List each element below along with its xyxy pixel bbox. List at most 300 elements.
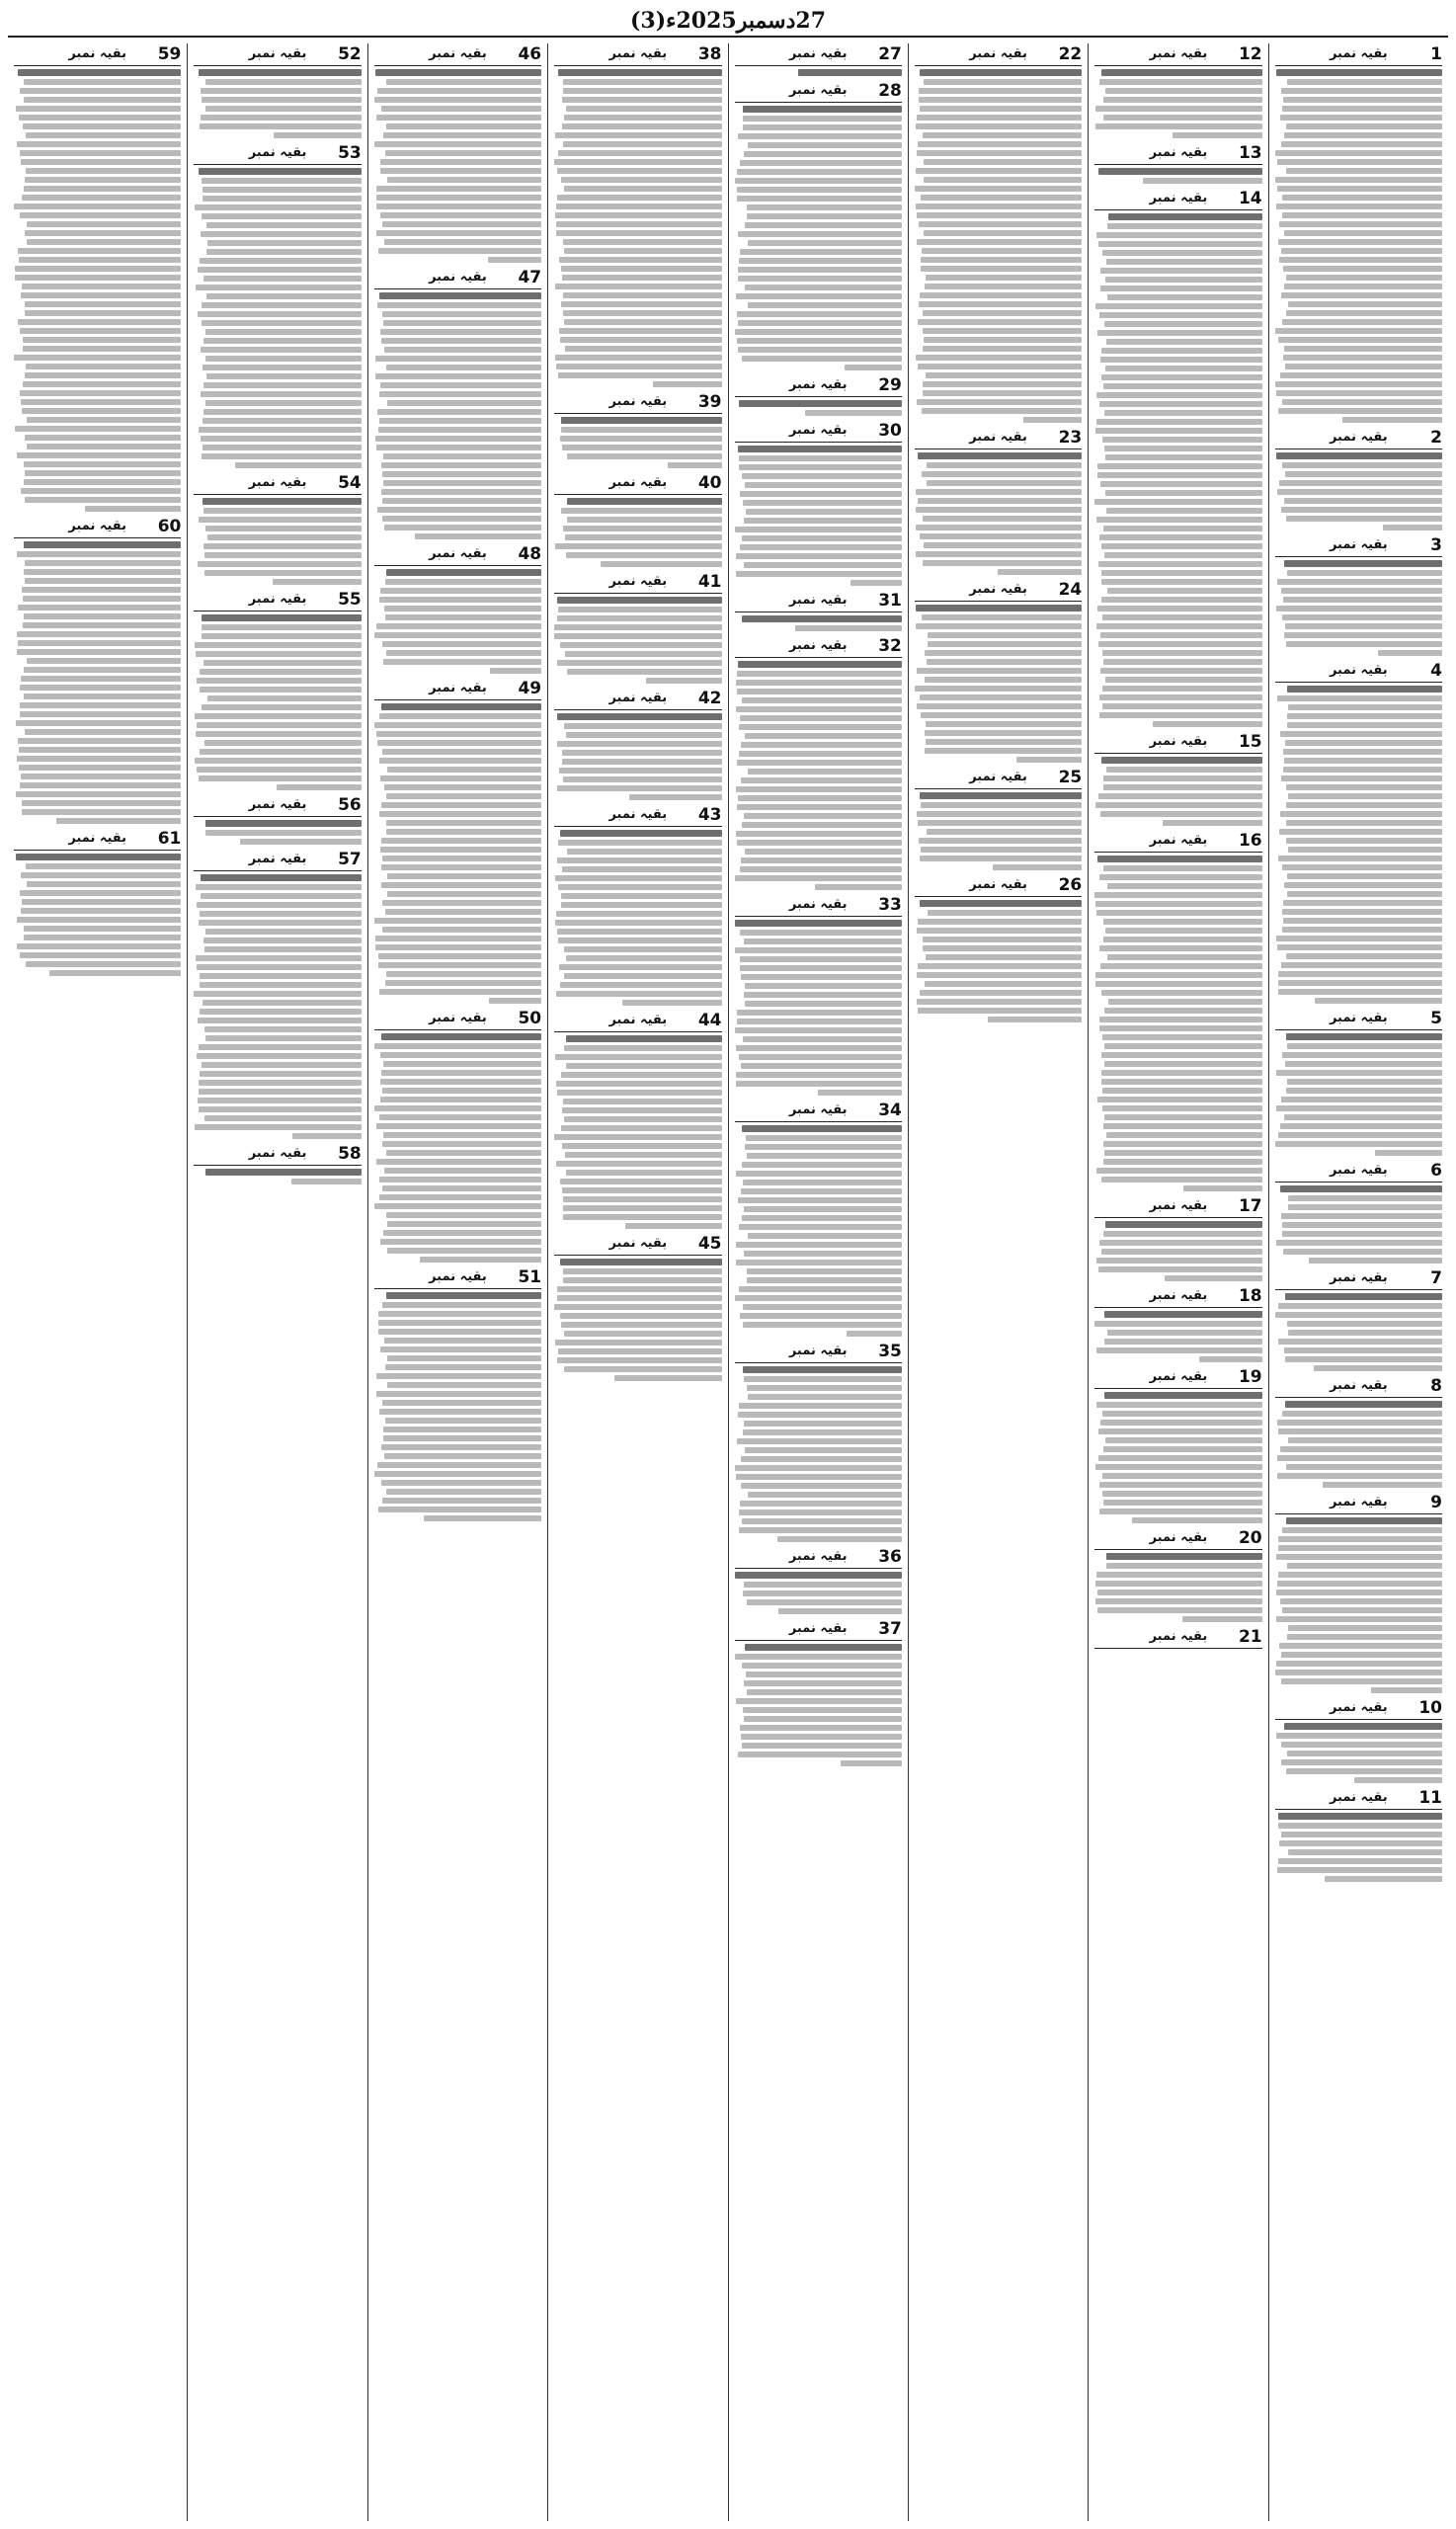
text-line (1106, 339, 1262, 345)
item-number: 19 (1238, 1367, 1262, 1387)
news-item-7 (1275, 1267, 1442, 1371)
text-line (1101, 543, 1261, 549)
item-label: بقیہ نمبر (1329, 663, 1388, 678)
text-line (379, 1194, 541, 1200)
item-label: بقیہ نمبر (608, 807, 668, 822)
text-line (740, 1313, 902, 1319)
text-line (386, 820, 541, 826)
item-header (554, 1010, 721, 1032)
text-line (25, 578, 181, 584)
item-number: 17 (1238, 1196, 1262, 1216)
text-line (27, 881, 181, 887)
news-item-51 (374, 1266, 541, 1521)
text-line (920, 900, 1082, 907)
text-line (744, 1251, 902, 1257)
text-line (560, 830, 722, 837)
text-line (559, 964, 722, 970)
text-line (1282, 106, 1442, 112)
text-line (746, 1672, 902, 1677)
text-line (778, 1608, 902, 1614)
text-line (744, 1716, 902, 1722)
text-line (745, 222, 902, 228)
text-line (1276, 606, 1442, 612)
text-line (199, 1106, 361, 1112)
text-line (1371, 1687, 1442, 1693)
text-line (1101, 348, 1261, 354)
item-header (1275, 1008, 1442, 1030)
text-line (1097, 1097, 1262, 1102)
news-item-26 (915, 874, 1082, 1022)
text-line (917, 811, 1082, 817)
text-line (561, 177, 722, 183)
text-line (921, 257, 1082, 263)
text-line (16, 106, 182, 112)
text-line (557, 1357, 721, 1363)
item-label: بقیہ نمبر (248, 145, 307, 160)
text-line (566, 1063, 721, 1069)
text-line (195, 758, 362, 764)
item-header (194, 472, 361, 495)
item-header (735, 420, 902, 443)
text-line (740, 491, 902, 497)
text-line (564, 1045, 721, 1051)
item-header (374, 543, 541, 566)
text-line (203, 660, 362, 666)
text-line (1277, 1455, 1442, 1461)
text-line (26, 168, 182, 174)
text-line (564, 186, 721, 192)
text-line (1099, 1509, 1261, 1514)
text-line (1095, 428, 1262, 434)
text-line (202, 445, 361, 450)
text-line (49, 970, 182, 976)
text-line (199, 775, 362, 781)
text-line (915, 686, 1082, 692)
text-line (374, 1043, 541, 1049)
item-header (194, 589, 361, 612)
text-line (646, 678, 721, 684)
item-label: بقیہ نمبر (1149, 191, 1208, 205)
text-line (741, 1734, 902, 1740)
text-line (561, 902, 722, 908)
text-line (1097, 463, 1262, 469)
text-line (738, 661, 901, 668)
text-line (202, 196, 361, 202)
text-line (1106, 1563, 1262, 1569)
text-line (375, 373, 541, 379)
text-line (1099, 694, 1261, 700)
text-line (18, 738, 181, 744)
text-line (557, 713, 721, 720)
news-item-42 (554, 688, 721, 800)
text-line (20, 711, 181, 717)
text-line (377, 302, 541, 308)
text-line (1285, 364, 1442, 369)
text-line (203, 276, 362, 282)
text-line (558, 884, 721, 890)
item-label: بقیہ نمبر (788, 423, 848, 438)
text-line (1100, 963, 1262, 969)
column-6 (367, 43, 547, 2521)
item-label: بقیہ نمبر (788, 377, 848, 392)
item-number: 2 (1430, 428, 1442, 448)
text-line (23, 622, 181, 628)
text-line (740, 930, 902, 936)
text-line (564, 1366, 722, 1372)
text-line (1095, 1464, 1262, 1470)
text-line (202, 1000, 362, 1006)
item-body (14, 541, 181, 824)
text-line (17, 943, 181, 949)
text-line (381, 802, 541, 808)
text-line (614, 1375, 721, 1381)
item-number: 28 (878, 81, 902, 101)
text-line (1282, 212, 1442, 218)
text-line (562, 1187, 722, 1193)
text-line (25, 497, 182, 503)
text-line (737, 671, 902, 677)
text-line (845, 365, 902, 370)
text-line (993, 864, 1082, 870)
item-header (735, 80, 902, 103)
news-item-40 (554, 472, 721, 567)
text-line (202, 704, 362, 710)
item-body (1094, 69, 1261, 138)
text-line (916, 355, 1082, 361)
text-line (1288, 793, 1442, 799)
item-number: 39 (697, 392, 722, 412)
text-line (374, 1203, 541, 1209)
text-line (557, 195, 721, 201)
news-item-20 (1094, 1527, 1261, 1622)
item-body (1275, 1813, 1442, 1882)
text-line (1104, 1339, 1262, 1345)
text-line (928, 641, 1082, 647)
text-line (17, 452, 181, 458)
text-line (196, 731, 362, 737)
text-line (557, 857, 721, 863)
text-line (1275, 381, 1442, 387)
text-line (741, 1456, 902, 1462)
text-line (380, 382, 541, 388)
text-line (924, 159, 1082, 165)
text-line (743, 1180, 902, 1185)
text-line (1285, 471, 1442, 477)
text-line (202, 624, 362, 630)
text-line (24, 79, 182, 85)
text-line (919, 221, 1083, 227)
text-line (380, 168, 541, 174)
text-line (916, 168, 1083, 174)
item-body (554, 1259, 721, 1381)
item-body (735, 106, 902, 370)
text-line (1103, 526, 1262, 531)
text-line (1104, 1311, 1262, 1318)
news-item-19 (1094, 1366, 1261, 1523)
text-line (923, 560, 1082, 566)
text-line (382, 1400, 541, 1406)
text-line (207, 534, 362, 540)
text-line (927, 462, 1083, 468)
text-line (1284, 560, 1442, 567)
text-line (383, 1230, 541, 1236)
text-line (1104, 552, 1262, 558)
text-line (744, 992, 902, 998)
text-line (744, 813, 902, 819)
text-line (745, 983, 902, 989)
item-number: 51 (518, 1267, 542, 1287)
text-line (1286, 168, 1442, 174)
text-line (748, 302, 902, 308)
item-label: بقیہ نمبر (788, 593, 848, 608)
item-header (735, 894, 902, 917)
text-line (374, 722, 541, 728)
text-line (1375, 1150, 1442, 1156)
text-line (17, 551, 182, 557)
item-number: 23 (1058, 428, 1083, 448)
item-body (374, 569, 541, 674)
item-number: 33 (878, 895, 902, 915)
text-line (917, 703, 1082, 709)
text-line (748, 1394, 902, 1400)
text-line (745, 1447, 902, 1453)
news-item-15 (1094, 731, 1261, 826)
text-line (1103, 937, 1261, 942)
text-line (385, 614, 541, 620)
text-line (557, 741, 721, 747)
text-line (377, 409, 541, 415)
item-body (915, 605, 1082, 763)
text-line (563, 310, 722, 316)
text-line (742, 1215, 902, 1221)
text-line (1279, 480, 1442, 486)
text-line (383, 1061, 541, 1067)
text-line (382, 221, 541, 227)
text-line (1283, 1249, 1442, 1255)
text-line (1107, 954, 1261, 960)
text-line (1098, 1455, 1262, 1461)
text-line (1106, 1132, 1261, 1138)
item-header (194, 1143, 361, 1166)
text-line (201, 231, 362, 237)
text-line (198, 1098, 362, 1103)
text-line (1278, 1303, 1442, 1309)
text-line (1281, 1742, 1442, 1748)
text-line (988, 1017, 1082, 1022)
item-header (735, 1618, 902, 1641)
text-line (1275, 1670, 1442, 1675)
news-item-21 (1094, 1626, 1261, 1652)
text-line (1104, 1392, 1262, 1399)
text-line (1280, 1446, 1442, 1452)
text-line (1276, 1590, 1442, 1595)
text-line (927, 829, 1083, 835)
text-line (735, 947, 902, 953)
text-line (1097, 856, 1261, 862)
text-line (1279, 257, 1442, 263)
item-number: 20 (1238, 1528, 1262, 1548)
news-item-61 (14, 828, 181, 976)
text-line (918, 141, 1082, 147)
text-line (380, 212, 541, 218)
text-line (198, 561, 362, 567)
text-line (1281, 962, 1442, 968)
text-line (205, 79, 361, 85)
item-label: بقیہ نمبر (248, 475, 307, 490)
text-line (747, 1689, 902, 1695)
text-line (16, 720, 182, 726)
text-line (736, 680, 901, 686)
text-line (195, 204, 362, 210)
text-line (1099, 1017, 1261, 1022)
item-header (1094, 1626, 1261, 1649)
text-line (201, 893, 362, 899)
news-item-6 (1275, 1160, 1442, 1264)
text-line (925, 284, 1082, 289)
text-line (1094, 499, 1261, 505)
text-line (375, 944, 541, 950)
item-header (735, 374, 902, 397)
text-line (741, 742, 902, 748)
text-line (777, 1536, 902, 1542)
news-item-28 (735, 80, 902, 370)
item-label: بقیہ نمبر (1329, 1011, 1388, 1025)
text-line (201, 88, 361, 94)
item-label: بقیہ نمبر (68, 519, 127, 533)
item-body (1094, 1392, 1261, 1523)
text-line (1095, 1598, 1261, 1604)
item-body (194, 69, 361, 138)
item-number: 35 (878, 1342, 902, 1361)
text-line (377, 1462, 541, 1468)
text-line (739, 751, 902, 757)
item-number: 22 (1058, 44, 1083, 64)
text-line (1102, 1088, 1262, 1094)
text-line (383, 1427, 541, 1432)
text-line (917, 999, 1083, 1005)
text-line (1276, 1733, 1442, 1739)
text-line (25, 435, 181, 441)
text-line (1287, 686, 1442, 693)
item-header (735, 635, 902, 658)
text-line (85, 506, 181, 512)
text-line (554, 633, 721, 639)
text-line (927, 480, 1083, 486)
text-line (14, 355, 181, 361)
text-line (379, 811, 541, 817)
text-line (1287, 79, 1442, 85)
text-line (15, 426, 182, 432)
text-line (384, 1168, 542, 1174)
item-header (1275, 1787, 1442, 1810)
text-line (381, 489, 541, 495)
text-line (1281, 507, 1442, 513)
text-line (917, 115, 1082, 121)
text-line (922, 408, 1083, 414)
item-number: 53 (338, 143, 362, 163)
text-line (374, 1471, 541, 1477)
text-line (561, 1322, 722, 1328)
text-line (24, 569, 182, 575)
text-line (205, 356, 361, 362)
text-line (557, 615, 722, 621)
item-number: 8 (1430, 1376, 1442, 1396)
text-line (735, 178, 902, 184)
text-line (1281, 1097, 1442, 1102)
text-line (20, 782, 181, 788)
text-line (746, 509, 902, 515)
text-line (735, 1654, 902, 1660)
text-line (1277, 489, 1442, 495)
text-line (1096, 910, 1261, 916)
text-line (26, 961, 181, 967)
text-line (916, 605, 1082, 612)
text-line (738, 320, 902, 326)
text-line (1276, 936, 1442, 941)
text-line (1284, 284, 1442, 289)
text-line (386, 971, 542, 977)
text-line (745, 285, 902, 290)
text-line (1183, 1185, 1261, 1191)
text-line (375, 69, 541, 76)
text-line (1278, 1823, 1442, 1829)
text-line (1106, 259, 1262, 265)
text-line (1105, 490, 1262, 496)
text-line (1280, 372, 1442, 378)
text-line (25, 560, 181, 566)
item-number: 13 (1238, 143, 1262, 163)
text-line (1107, 1330, 1261, 1336)
item-body (1094, 1221, 1261, 1281)
text-line (1101, 579, 1262, 585)
text-line (918, 963, 1082, 969)
text-line (1105, 366, 1261, 371)
text-line (1099, 312, 1261, 318)
text-line (1286, 784, 1442, 790)
text-line (415, 533, 541, 539)
text-line (199, 1044, 362, 1050)
text-line (923, 390, 1082, 396)
text-line (555, 284, 721, 289)
text-line (199, 1080, 362, 1086)
news-item-46 (374, 43, 541, 263)
text-line (380, 847, 542, 853)
item-number: 16 (1238, 831, 1262, 851)
text-line (1103, 1159, 1262, 1165)
text-line (381, 864, 542, 870)
text-line (1132, 1517, 1262, 1523)
text-line (205, 830, 362, 836)
news-item-12 (1094, 43, 1261, 138)
text-line (1099, 945, 1261, 951)
item-header (1094, 188, 1261, 210)
text-line (376, 230, 541, 236)
text-line (1099, 1025, 1261, 1031)
item-label: بقیہ نمبر (429, 1269, 487, 1284)
text-line (925, 650, 1083, 656)
text-line (381, 1444, 541, 1450)
text-line (377, 740, 541, 746)
text-line (554, 1134, 721, 1140)
text-line (562, 759, 721, 765)
text-line (1287, 570, 1442, 576)
text-line (1288, 1437, 1442, 1443)
text-line (1315, 998, 1442, 1004)
item-label: بقیہ نمبر (969, 877, 1027, 892)
item-header (374, 678, 541, 700)
text-line (1105, 1437, 1262, 1443)
text-line (1285, 1401, 1442, 1408)
